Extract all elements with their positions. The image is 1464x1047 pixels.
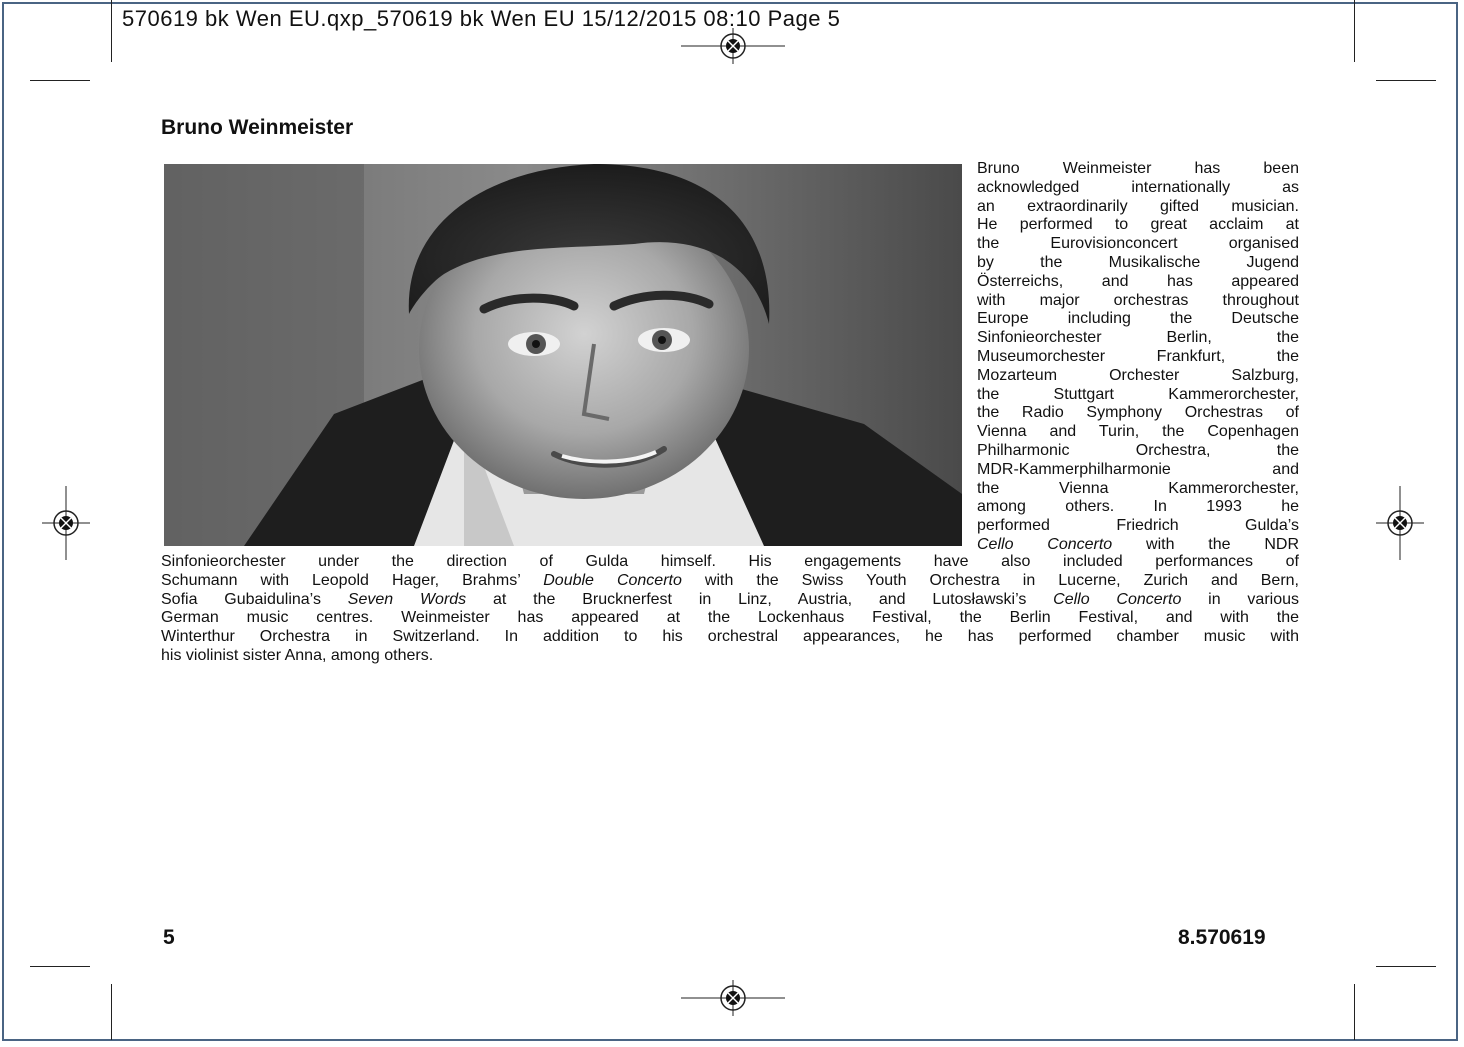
- bio-line: with major orchestras throughout: [977, 291, 1299, 309]
- bio-text: with the Swiss Youth Orchestra in Lucerne, Zurich and Bern,: [681, 571, 1299, 589]
- registration-mark-icon: [1400, 523, 1401, 524]
- bio-line: Sinfonieorchester Berlin, the: [977, 329, 1299, 347]
- page-title: Bruno Weinmeister: [161, 116, 354, 139]
- crop-mark: [1376, 966, 1436, 967]
- bio-line: an extraordinarily gifted musician.: [977, 197, 1299, 215]
- crop-mark: [1354, 984, 1355, 1040]
- bio-text: in various: [1181, 590, 1300, 608]
- crop-mark: [111, 0, 112, 62]
- crop-mark: [1354, 0, 1355, 62]
- registration-mark-icon: [66, 523, 67, 524]
- page-number: 5: [163, 926, 175, 949]
- bio-line: the Eurovisionconcert organised: [977, 235, 1299, 253]
- work-title: Seven Words: [347, 590, 467, 608]
- bio-line: performed Friedrich Gulda’s: [977, 517, 1299, 535]
- work-title: Cello Concerto: [977, 535, 1113, 553]
- bio-line: German music centres. Weinmeister has appeared at the Lockenhaus Festival, the Berlin Festival, and with the: [161, 609, 1299, 627]
- bio-line: [977, 536, 1299, 555]
- bio-line: MDR-Kammerphilharmonie and: [977, 460, 1299, 478]
- bio-text: Schumann with Leopold Hager, Brahms’: [161, 571, 544, 589]
- bio-line: Vienna and Turin, the Copenhagen: [977, 423, 1299, 441]
- crop-mark: [111, 984, 112, 1040]
- bio-text: Sofia Gubaidulina’s: [161, 590, 348, 608]
- catalogue-number: 8.570619: [1178, 926, 1266, 949]
- slug-line: 570619 bk Wen EU.qxp_570619 bk Wen EU 15/12/2015 08:10 Page 5: [122, 6, 841, 31]
- work-title: Cello Concerto: [1053, 590, 1182, 608]
- bio-line: by the Musikalische Jugend: [977, 253, 1299, 271]
- bio-full-width: [161, 553, 1299, 666]
- bio-line: Österreichs, and has appeared: [977, 272, 1299, 290]
- bio-text: at the Brucknerfest in Linz, Austria, and Lutosławski’s: [466, 590, 1054, 608]
- bio-line: the Vienna Kammerorchester,: [977, 479, 1299, 497]
- bio-line: his violinist sister Anna, among others.: [161, 646, 434, 664]
- bio-column-right: [977, 160, 1299, 555]
- bio-line: Museumorchester Frankfurt, the: [977, 347, 1299, 365]
- bio-line: Mozarteum Orchester Salzburg,: [977, 366, 1299, 384]
- bio-text: with the NDR: [1112, 535, 1299, 553]
- bio-line: Winterthur Orchestra in Switzerland. In addition to his orchestral appearances, he has performed chamber music with: [161, 628, 1299, 646]
- crop-mark: [30, 966, 90, 967]
- crop-mark: [1376, 80, 1436, 81]
- bio-line: the Stuttgart Kammerorchester,: [977, 385, 1299, 403]
- bio-line: among others. In 1993 he: [977, 498, 1299, 516]
- registration-mark-icon: [733, 998, 734, 999]
- work-title: Double Concerto: [543, 571, 682, 589]
- bio-line: [161, 591, 1299, 610]
- bio-line: the Radio Symphony Orchestras of: [977, 404, 1299, 422]
- bio-line: Bruno Weinmeister has been: [977, 160, 1299, 177]
- bio-line: acknowledged internationally as: [977, 178, 1299, 196]
- bio-line: [161, 572, 1299, 591]
- portrait-photo: [164, 164, 962, 546]
- bio-line: Philharmonic Orchestra, the: [977, 441, 1299, 459]
- crop-mark: [30, 80, 90, 81]
- registration-mark-icon: [733, 46, 734, 47]
- bio-line: He performed to great acclaim at: [977, 216, 1299, 234]
- bio-line: Sinfonieorchester under the direction of Gulda himself. His engagements have also included performances of: [161, 553, 1299, 570]
- bio-line: Europe including the Deutsche: [977, 310, 1299, 328]
